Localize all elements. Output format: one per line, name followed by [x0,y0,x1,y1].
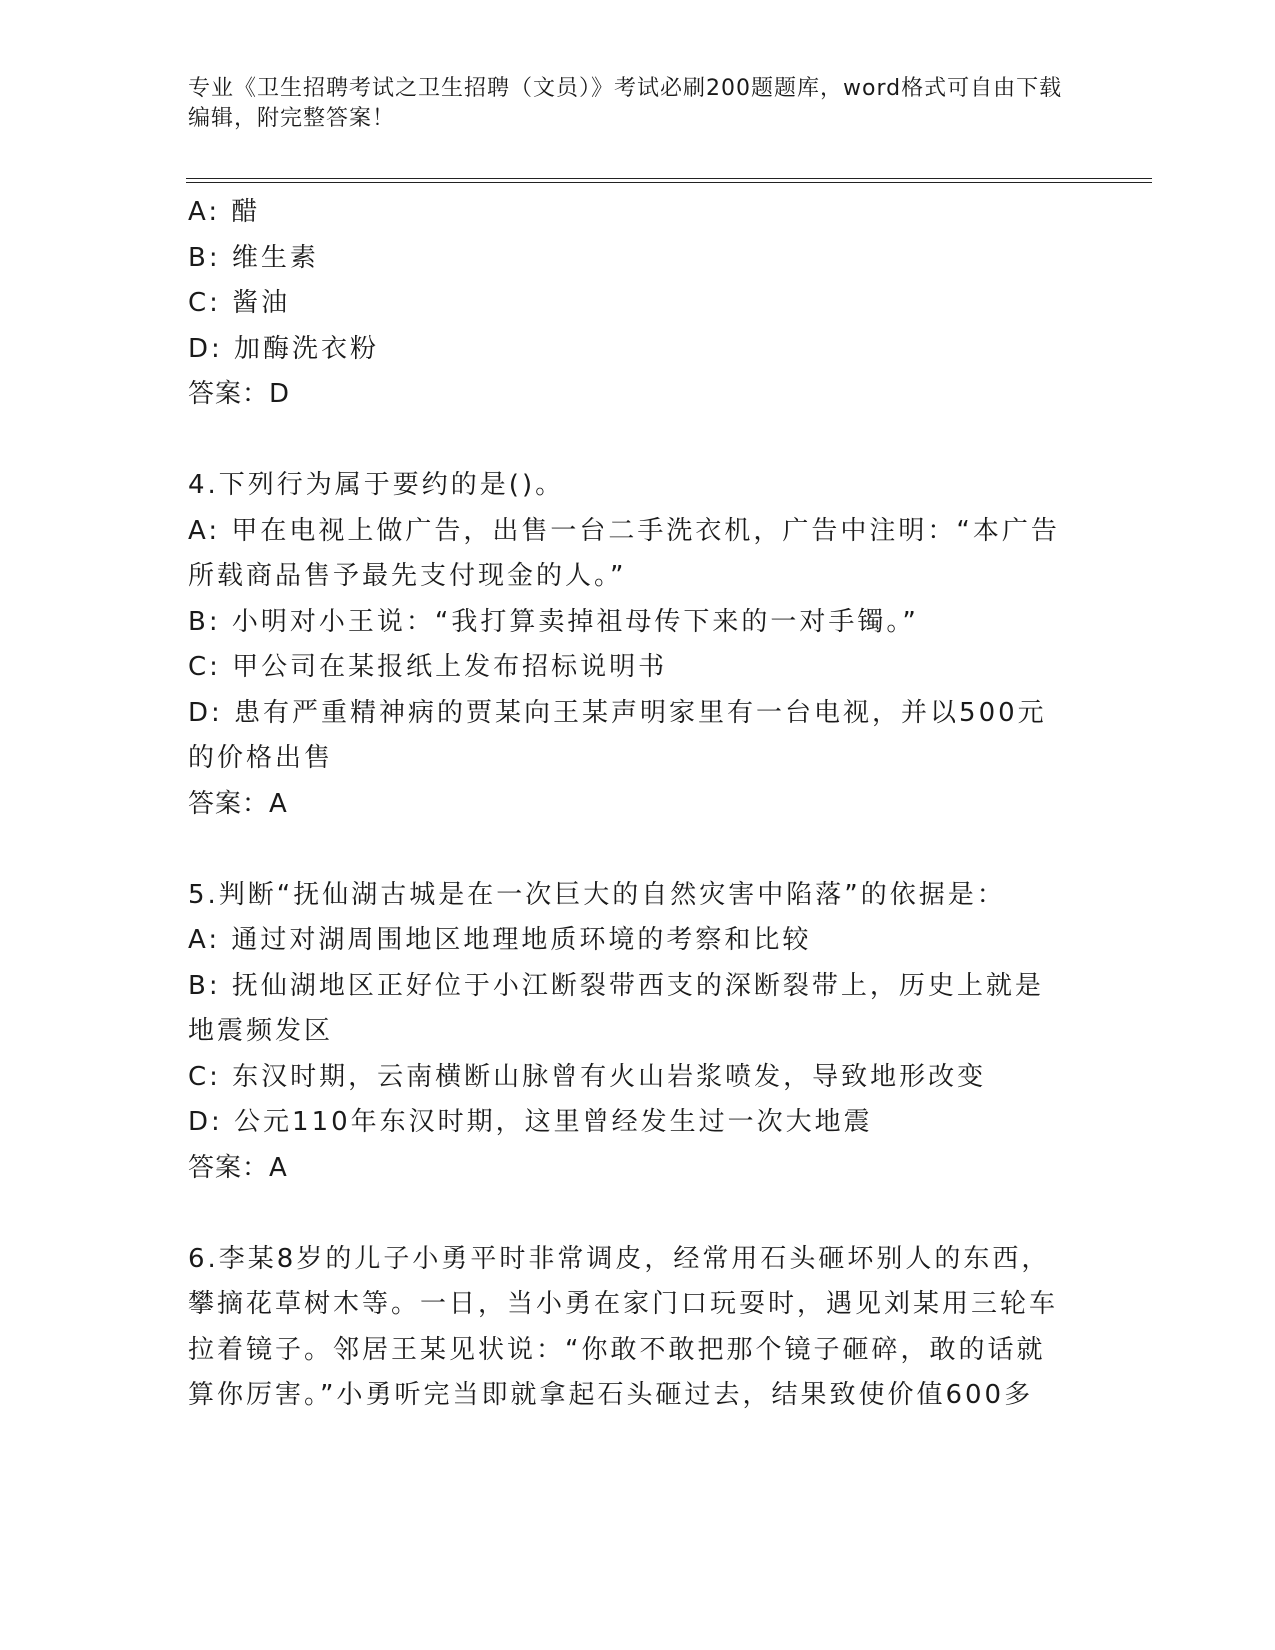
q3-option-b: B: 维生素 [188,242,319,273]
q5-option-b: B: 抚仙湖地区正好位于小江断裂带西支的深断裂带上，历史上就是地震频发区 [188,970,1044,1046]
q5-answer: 答案：A [188,1152,288,1183]
question-3 [188,190,1068,418]
q6-stem: 6.李某8岁的儿子小勇平时非常调皮，经常用石头砸坏别人的东西，攀摘花草树木等。一日，当小勇在家门口玩耍时，遇见刘某用三轮车拉着镜子。邻居王某见状说：“你敢不敢把那个镜子砸碎，敢的话就算你厉害。”小勇听完当即就拿起石头砸过去，结果致使价值600多 [188,1243,1059,1410]
q3-option-a: A: 醋 [188,197,261,227]
q5-option-d: D: 公元110年东汉时期，这里曾经发生过一次大地震 [188,1107,873,1137]
q3-option-d: D: 加酶洗衣粉 [188,333,380,364]
document-body [188,190,1068,1419]
question-5 [188,873,1068,1192]
q4-option-c: C: 甲公司在某报纸上发布招标说明书 [188,652,668,682]
spacer [188,827,1068,873]
q5-option-c: C: 东汉时期，云南横断山脉曾有火山岩浆喷发，导致地形改变 [188,1061,987,1092]
document-header: 专业《卫生招聘考试之卫生招聘（文员）》考试必刷200题题库，word格式可自由下载编辑，附完整答案！ [188,76,1063,131]
q3-option-c: C: 酱油 [188,288,291,318]
q4-option-b: B: 小明对小王说：“我打算卖掉祖母传下来的一对手镯。” [188,606,919,637]
question-4 [188,463,1068,827]
q3-answer: 答案：D [188,379,291,409]
spacer [188,1191,1068,1237]
q5-option-a: A: 通过对湖周围地区地理地质环境的考察和比较 [188,925,812,955]
q4-stem: 4.下列行为属于要约的是()。 [188,470,565,500]
q5-stem: 5.判断“抚仙湖古城是在一次巨大的自然灾害中陷落”的依据是： [188,879,1006,910]
q4-option-d: D: 患有严重精神病的贾某向王某声明家里有一台电视，并以500元的价格出售 [188,697,1047,773]
header-divider [186,178,1152,183]
q4-option-a: A: 甲在电视上做广告，出售一台二手洗衣机，广告中注明：“本广告所载商品售予最先支付现金的人。” [188,515,1060,591]
spacer [188,418,1068,464]
q4-answer: 答案：A [188,788,288,819]
question-6 [188,1237,1068,1419]
